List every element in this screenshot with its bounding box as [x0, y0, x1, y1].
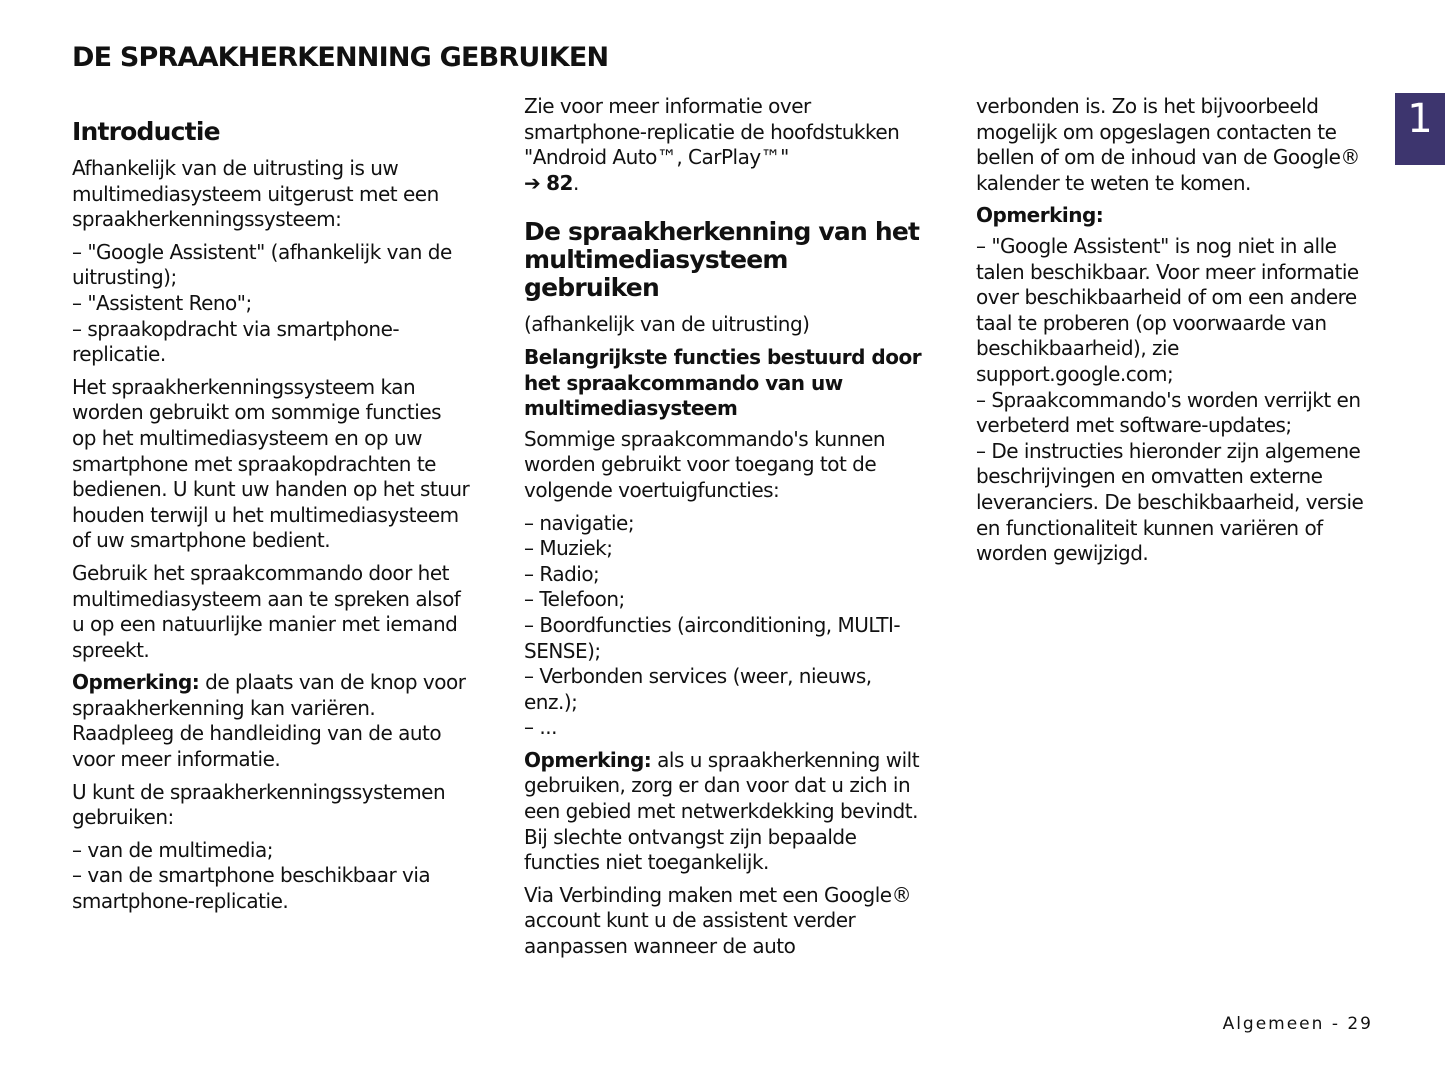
intro-paragraph: Afhankelijk van de uitrusting is uw multimediasysteem uitgerust met een spraakherkenningssysteem:: [72, 156, 439, 232]
page-footer: Algemeen - 29: [1222, 1014, 1373, 1034]
use-from-list: [72, 838, 470, 915]
note-paragraph: [72, 670, 470, 772]
note-text: de plaats van de knop voor spraakherkenning kan variëren. Raadpleeg de handleiding van de auto voor meer informatie.: [72, 670, 466, 772]
note-text: als u spraakherkenning wilt gebruiken, zorg er dan voor dat u zich in een gebied met netwerkdekking bevindt. Bij slechte ontvangst zijn bepaalde functies niet toegankelijk.: [524, 747, 920, 875]
list-item: – Boordfuncties (airconditioning, MULTI-SENSE);: [524, 612, 901, 663]
list-item: – spraakopdracht via smartphone-replicatie.: [72, 316, 400, 367]
continued-paragraph: verbonden is. Zo is het bijvoorbeeld mogelijk om opgeslagen contacten te bellen of om de inhoud van de Google® kalender te weten te komen.: [976, 94, 1360, 195]
section-heading-voice-recognition: De spraakherkenning van het multimediasysteem gebruiken: [524, 217, 920, 303]
list-item: – Radio;: [524, 561, 600, 586]
note-label: Opmerking:: [524, 747, 652, 772]
chapter-tab: 1: [1395, 93, 1445, 165]
list-item: – van de smartphone beschikbaar via smartphone-replicatie.: [72, 863, 431, 914]
functions-list: [524, 511, 922, 741]
list-item: – "Google Assistent" (afhankelijk van de uitrusting);: [72, 239, 452, 290]
google-account-paragraph: Via Verbinding maken met een Google® account kunt u de assistent verder aanpassen wanneer de auto: [524, 882, 912, 959]
subheading-main-functions: Belangrijkste functies bestuurd door het spraakcommando van uw multimediasysteem: [524, 344, 922, 421]
list-item: – "Google Assistent" is nog niet in alle talen beschikbaar. Voor meer informatie over beschikbaarheid of om een andere taal te proberen (op voorwaarde van beschikbaarheid), zie support.google.com;: [976, 233, 1359, 386]
column-2: [524, 94, 922, 960]
more-info-text: Zie voor meer informatie over smartphone-replicatie de hoofdstukken "Android Auto™, CarPlay™": [524, 94, 900, 170]
list-item: – "Assistent Reno";: [72, 290, 252, 315]
more-info-paragraph: [524, 94, 922, 196]
list-item: – van de multimedia;: [72, 837, 273, 862]
list-item: – Spraakcommando's worden verrijkt en verbeterd met software-updates;: [976, 387, 1361, 438]
note-paragraph: [524, 748, 922, 876]
note-label: Opmerking:: [72, 670, 200, 695]
use-from-paragraph: U kunt de spraakherkenningssystemen gebruiken:: [72, 779, 446, 830]
list-item: – navigatie;: [524, 510, 635, 535]
systems-list: [72, 240, 470, 368]
usage-paragraph: Het spraakherkenningssysteem kan worden gebruikt om sommige functies op het multimediasysteem en op uw smartphone met spraakopdrachten te bedienen. U kunt uw handen op het stuur houden terwijl u het multimediasysteem of uw smartphone bedient.: [72, 374, 470, 553]
page-title: DE SPRAAKHERKENNING GEBRUIKEN: [72, 42, 609, 73]
list-item: – Telefoon;: [524, 587, 625, 612]
note-heading: Opmerking:: [976, 203, 1104, 228]
reference-period: .: [572, 170, 579, 195]
list-item: – De instructies hieronder zijn algemene beschrijvingen en omvatten externe leveranciers. De beschikbaarheid, versie en functionaliteit kunnen variëren of worden gewijzigd.: [976, 438, 1364, 566]
equipment-note: (afhankelijk van de uitrusting): [524, 312, 810, 337]
column-1: [72, 94, 470, 922]
arrow-right-icon: ➔: [524, 170, 541, 195]
column-3: [976, 94, 1374, 574]
list-item: – Verbonden services (weer, nieuws, enz.);: [524, 664, 872, 714]
section-heading-introduction: Introductie: [72, 117, 220, 146]
page-reference: 82: [546, 170, 573, 195]
natural-speech-paragraph: Gebruik het spraakcommando door het multimediasysteem aan te spreken alsof u op een natuurlijke manier met iemand spreekt.: [72, 560, 461, 662]
notes-list: [976, 234, 1374, 567]
functions-paragraph: Sommige spraakcommando's kunnen worden gebruikt voor toegang tot de volgende voertuigfuncties:: [524, 426, 886, 502]
list-item: – Muziek;: [524, 536, 613, 561]
list-item: – ...: [524, 715, 557, 740]
